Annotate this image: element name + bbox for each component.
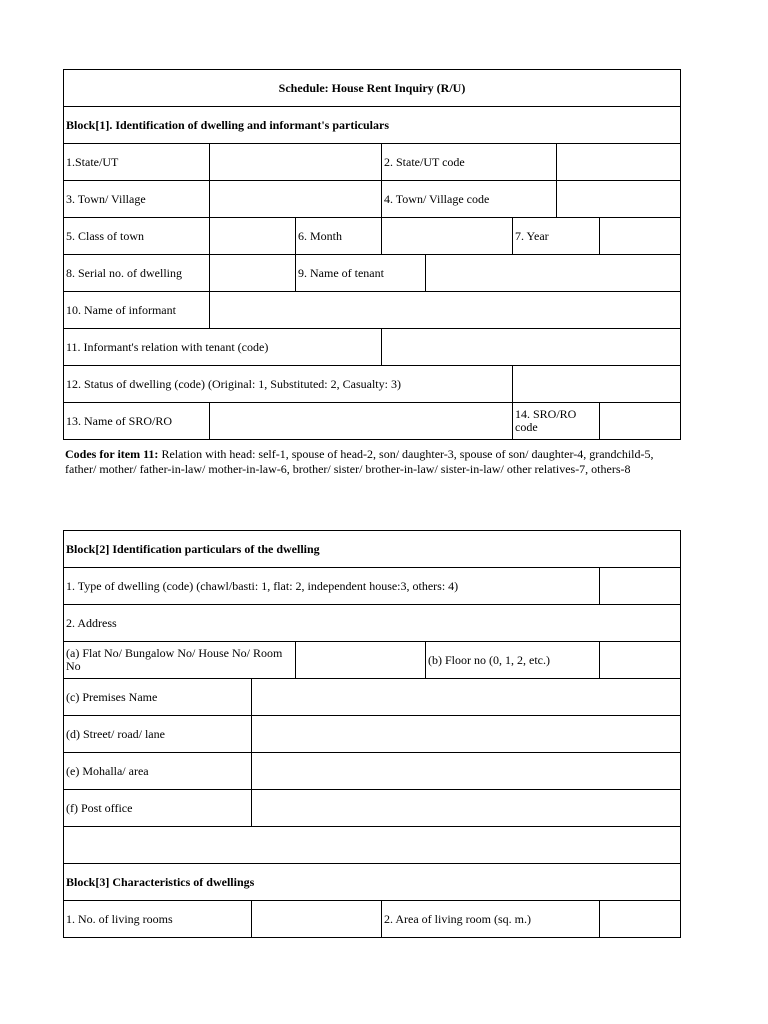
page-title: Schedule: House Rent Inquiry (R/U) — [64, 70, 681, 107]
state-ut-code-input[interactable] — [557, 155, 680, 170]
year-label: 7. Year — [513, 218, 600, 255]
month-label: 6. Month — [296, 218, 382, 255]
state-ut-code-label: 2. State/UT code — [382, 144, 557, 181]
post-office-input[interactable] — [252, 801, 680, 816]
codes-note-label: Codes for item 11: — [65, 447, 159, 461]
block1-heading: Block[1]. Identification of dwelling and informant's particulars — [64, 107, 681, 144]
codes-note-text: Relation with head: self-1, spouse of head-2, son/ daughter-3, spouse of son/ daughter-4, grandchild-5, father/ mother/ father-in-law/ mother-in-law-6, brother/ sister/ brother-in-law/ sister-in-law/ other relatives-7, others-8 — [65, 447, 654, 476]
type-of-dwelling-label: 1. Type of dwelling (code) (chawl/basti: 1, flat: 2, independent house:3, others: 4) — [64, 568, 600, 605]
flat-no-input[interactable] — [296, 653, 425, 668]
mohalla-input[interactable] — [252, 764, 680, 779]
floor-no-label: (b) Floor no (0, 1, 2, etc.) — [426, 642, 600, 679]
town-village-code-field[interactable] — [557, 181, 681, 218]
premises-name-field[interactable] — [252, 679, 681, 716]
street-input[interactable] — [252, 727, 680, 742]
status-of-dwelling-label: 12. Status of dwelling (code) (Original: 1, Substituted: 2, Casualty: 3) — [64, 366, 513, 403]
state-ut-input[interactable] — [210, 155, 381, 170]
class-of-town-input[interactable] — [210, 229, 295, 244]
name-of-tenant-field[interactable] — [426, 255, 681, 292]
type-of-dwelling-field[interactable] — [600, 568, 681, 605]
informant-relation-input[interactable] — [382, 340, 680, 355]
flat-no-field[interactable] — [296, 642, 426, 679]
type-of-dwelling-input[interactable] — [600, 579, 680, 594]
state-ut-field[interactable] — [210, 144, 382, 181]
name-of-sro-label: 13. Name of SRO/RO — [64, 403, 210, 440]
town-village-input[interactable] — [210, 192, 381, 207]
sro-code-field[interactable] — [600, 403, 681, 440]
living-rooms-label: 1. No. of living rooms — [64, 901, 252, 938]
month-field[interactable] — [382, 218, 513, 255]
class-of-town-field[interactable] — [210, 218, 296, 255]
status-of-dwelling-field[interactable] — [513, 366, 681, 403]
name-of-tenant-input[interactable] — [426, 266, 680, 281]
name-of-sro-input[interactable] — [210, 414, 512, 429]
premises-name-label: (c) Premises Name — [64, 679, 252, 716]
block3-heading: Block[3] Characteristics of dwellings — [64, 864, 681, 901]
status-of-dwelling-input[interactable] — [513, 377, 680, 392]
floor-no-field[interactable] — [600, 642, 681, 679]
sro-code-label: 14. SRO/RO code — [513, 403, 600, 440]
living-rooms-input[interactable] — [252, 912, 381, 927]
town-village-code-label: 4. Town/ Village code — [382, 181, 557, 218]
street-field[interactable] — [252, 716, 681, 753]
informant-relation-label: 11. Informant's relation with tenant (code) — [64, 329, 382, 366]
state-ut-label: 1.State/UT — [64, 144, 210, 181]
month-input[interactable] — [382, 229, 512, 244]
empty-row — [64, 827, 681, 864]
serial-no-label: 8. Serial no. of dwelling — [64, 255, 210, 292]
year-field[interactable] — [600, 218, 681, 255]
street-label: (d) Street/ road/ lane — [64, 716, 252, 753]
block2-heading: Block[2] Identification particulars of the dwelling — [64, 531, 681, 568]
name-of-informant-input[interactable] — [210, 303, 680, 318]
serial-no-field[interactable] — [210, 255, 296, 292]
floor-no-input[interactable] — [600, 653, 680, 668]
codes-note — [65, 447, 665, 477]
living-rooms-field[interactable] — [252, 901, 382, 938]
town-village-code-input[interactable] — [557, 192, 680, 207]
flat-no-label: (a) Flat No/ Bungalow No/ House No/ Room No — [64, 642, 296, 679]
mohalla-label: (e) Mohalla/ area — [64, 753, 252, 790]
block1-table — [63, 69, 681, 440]
town-village-field[interactable] — [210, 181, 382, 218]
serial-no-input[interactable] — [210, 266, 295, 281]
state-ut-code-field[interactable] — [557, 144, 681, 181]
name-of-tenant-label: 9. Name of tenant — [296, 255, 426, 292]
name-of-informant-field[interactable] — [210, 292, 681, 329]
area-living-room-label: 2. Area of living room (sq. m.) — [382, 901, 600, 938]
area-living-room-input[interactable] — [600, 912, 680, 927]
area-living-room-field[interactable] — [600, 901, 681, 938]
block2-block3-table — [63, 530, 681, 938]
premises-name-input[interactable] — [252, 690, 680, 705]
post-office-label: (f) Post office — [64, 790, 252, 827]
name-of-sro-field[interactable] — [210, 403, 513, 440]
address-label: 2. Address — [64, 605, 681, 642]
sro-code-input[interactable] — [600, 414, 680, 429]
informant-relation-field[interactable] — [382, 329, 681, 366]
name-of-informant-label: 10. Name of informant — [64, 292, 210, 329]
class-of-town-label: 5. Class of town — [64, 218, 210, 255]
post-office-field[interactable] — [252, 790, 681, 827]
mohalla-field[interactable] — [252, 753, 681, 790]
year-input[interactable] — [600, 229, 680, 244]
town-village-label: 3. Town/ Village — [64, 181, 210, 218]
